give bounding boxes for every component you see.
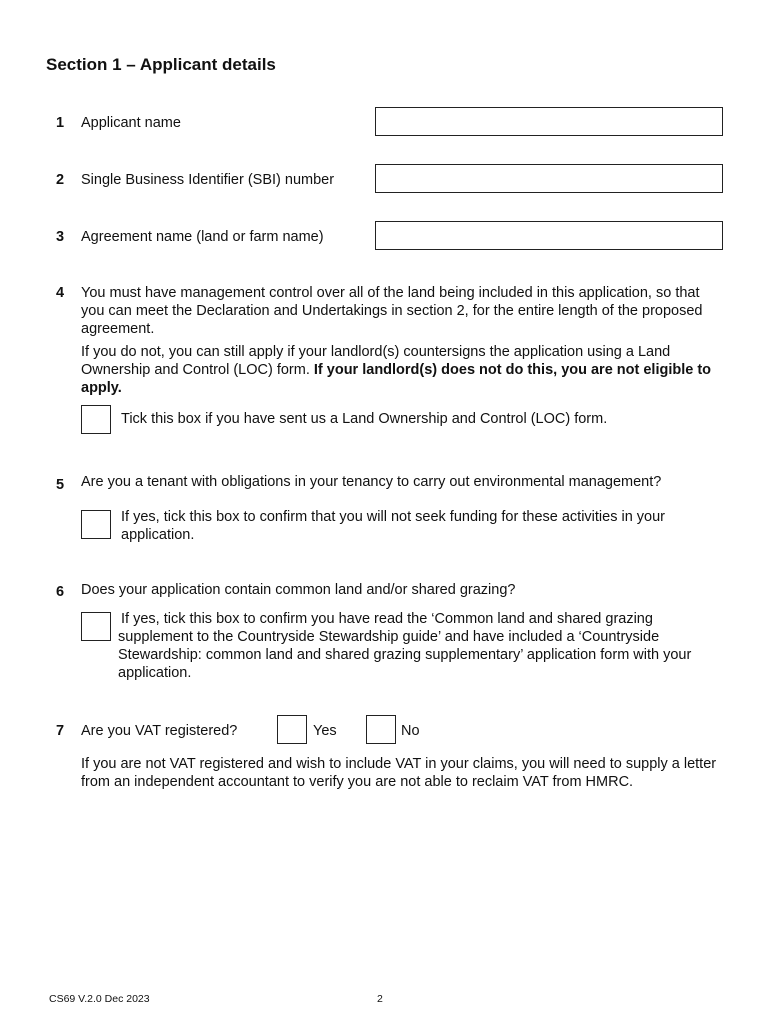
common-land-checkbox-label: If yes, tick this box to confirm you have read the ‘Common land and shared grazing supplement to the Countryside Stewardship guide’ and have included a ‘Countryside Stewardship: common land and shared grazing supplementary’ application form with your application. — [118, 611, 692, 681]
vat-note-text: If you are not VAT registered and wish to include VAT in your claims, you will need to supply a letter from an independent accountant to verify you are not able to reclaim VAT from HMRC. — [81, 756, 717, 790]
management-control-text: You must have management control over all of the land being included in this application, so that you can meet the Declaration and Undertakings in section 2, for the entire length of the proposed agreement. — [81, 285, 703, 337]
common-land-question-text: Does your application contain common land and/or shared grazing? — [81, 582, 516, 598]
question-number-2: 2 — [56, 172, 65, 188]
sbi-number-field[interactable] — [375, 164, 723, 193]
section-title: Section 1 – Applicant details — [46, 55, 276, 74]
vat-yes-label: Yes — [313, 723, 337, 739]
question-number-6: 6 — [56, 584, 65, 600]
landlord-countersign-text-plain: If you do not, you can still apply if your landlord(s) countersigns the application using a Land Ownership and Control (LOC) form. — [81, 344, 671, 378]
loc-form-checkbox[interactable] — [81, 405, 111, 434]
applicant-name-label: Applicant name — [81, 115, 181, 131]
vat-no-checkbox[interactable] — [366, 715, 396, 744]
vat-no-label: No — [401, 723, 420, 739]
vat-yes-checkbox[interactable] — [277, 715, 307, 744]
question-number-7: 7 — [56, 723, 65, 739]
sbi-number-label: Single Business Identifier (SBI) number — [81, 172, 335, 188]
common-land-checkbox[interactable] — [81, 612, 111, 641]
footer-form-code: CS69 V.2.0 Dec 2023 — [49, 993, 150, 1005]
tenant-funding-checkbox[interactable] — [81, 510, 111, 539]
question-number-4: 4 — [56, 285, 65, 301]
question-number-1: 1 — [56, 115, 65, 131]
question-number-3: 3 — [56, 229, 65, 245]
agreement-name-field[interactable] — [375, 221, 723, 250]
footer-page-number: 2 — [377, 993, 383, 1005]
agreement-name-label: Agreement name (land or farm name) — [81, 229, 324, 245]
question-number-5: 5 — [56, 477, 65, 493]
landlord-countersign-text-bold: If your landlord(s) does not do this, you are not eligible to apply. — [81, 362, 712, 396]
landlord-countersign-text — [81, 343, 726, 397]
loc-form-checkbox-label: Tick this box if you have sent us a Land Ownership and Control (LOC) form. — [121, 411, 608, 427]
tenant-question-text: Are you a tenant with obligations in your tenancy to carry out environmental management? — [81, 474, 662, 490]
applicant-name-field[interactable] — [375, 107, 723, 136]
vat-question-text: Are you VAT registered? — [81, 723, 238, 739]
tenant-funding-checkbox-label: If yes, tick this box to confirm that you will not seek funding for these activities in your application. — [121, 509, 665, 543]
